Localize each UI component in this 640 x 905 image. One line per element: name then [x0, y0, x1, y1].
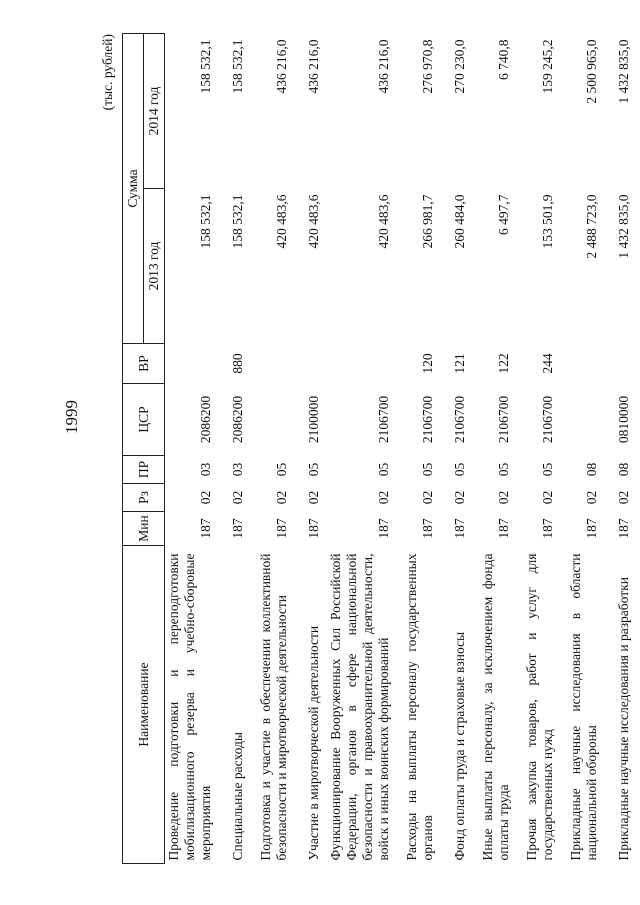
table-row [216, 33, 248, 863]
row-2013: 420 483,6 [376, 194, 392, 249]
row-rz: 02 [452, 490, 468, 505]
row-2014: 6 740,8 [496, 39, 512, 80]
row-min: 187 [420, 518, 436, 539]
row-vr [292, 344, 324, 384]
row-2014: 159 245,2 [540, 39, 556, 94]
row-rz: 02 [496, 490, 512, 505]
row-rz: 02 [230, 490, 246, 505]
row-name: Расходы на выплаты персоналу государственных органов [404, 553, 436, 861]
row-vr: 120 [420, 353, 436, 374]
row-2014: 1 432 835,0 [616, 39, 632, 104]
row-name: Иные выплаты персоналу, за исключением фонда оплаты труда [480, 553, 512, 861]
budget-table [122, 33, 634, 864]
header-min: Мин [123, 512, 165, 546]
row-pr: 05 [496, 462, 512, 477]
table-row [324, 33, 394, 863]
row-2013: 266 981,7 [420, 194, 436, 249]
row-vr: 121 [452, 353, 468, 374]
row-csr: 2106700 [452, 395, 468, 444]
row-pr: 05 [376, 462, 392, 477]
row-2014: 270 230,0 [452, 39, 468, 94]
row-name: Специальные расходы [230, 732, 246, 861]
row-name: Прикладные научные исследования и разработки [616, 577, 632, 861]
row-min: 187 [496, 518, 512, 539]
row-rz: 02 [306, 490, 322, 505]
row-2013: 158 532,1 [198, 194, 214, 249]
row-2013: 6 497,7 [496, 194, 512, 235]
row-rz: 02 [198, 490, 214, 505]
table-row [470, 33, 514, 863]
row-2013: 420 483,6 [274, 194, 290, 249]
header-csr: ЦСР [123, 384, 165, 456]
table-row [165, 33, 216, 863]
row-vr [165, 344, 216, 384]
row-min: 187 [452, 518, 468, 539]
row-csr [558, 384, 602, 456]
row-2013: 158 532,1 [230, 194, 246, 249]
header-name: Наименование [123, 546, 165, 864]
row-min: 187 [616, 518, 632, 539]
row-vr: 880 [230, 353, 246, 374]
header-2014: 2014 год [144, 33, 165, 188]
row-min: 187 [230, 518, 246, 539]
row-rz: 02 [616, 490, 632, 505]
row-csr: 2086200 [230, 395, 246, 444]
row-2014: 158 532,1 [230, 39, 246, 94]
row-vr: 122 [496, 353, 512, 374]
row-name: Участие в миротворческой деятельности [306, 625, 322, 861]
row-2014: 436 216,0 [376, 39, 392, 94]
row-2014: 436 216,0 [306, 39, 322, 94]
row-vr [558, 344, 602, 384]
row-rz: 02 [584, 490, 600, 505]
row-csr [248, 384, 292, 456]
rotated-page [52, 34, 632, 864]
header-sum: Сумма [123, 33, 144, 343]
row-pr: 05 [274, 462, 290, 477]
row-pr: 05 [540, 462, 556, 477]
row-2014: 158 532,1 [198, 39, 214, 94]
table-row [394, 33, 438, 863]
row-name: Фонд оплаты труда и страховые взносы [452, 631, 468, 861]
row-min: 187 [274, 518, 290, 539]
row-2014: 2 500 965,0 [584, 39, 600, 104]
row-2013: 1 432 835,0 [616, 194, 632, 259]
row-2014: 436 216,0 [274, 39, 290, 94]
row-name: Подготовка и участие в обеспечении коллективной безопасности и миротворческой деятельности [258, 553, 290, 861]
row-name: Проведение подготовки и переподготовки мобилизационного резерва и учебно-сборовые мероприятия [166, 553, 214, 861]
row-csr: 2100000 [306, 395, 322, 444]
table-row [558, 33, 602, 863]
row-name: Прикладные научные исследования в области национальной обороны [568, 553, 600, 861]
row-vr [602, 344, 634, 384]
row-pr: 05 [420, 462, 436, 477]
row-name: Функционирование Вооруженных Сил Российской Федерации, органов в сфере национальной безопасности и правоохранительной деятельности, войск и иных воинских формирований [327, 553, 392, 861]
header-pr: ПР [123, 456, 165, 484]
row-min: 187 [198, 518, 214, 539]
row-min: 187 [306, 518, 322, 539]
row-vr: 244 [540, 353, 556, 374]
row-csr: 2106700 [540, 395, 556, 444]
header-2013: 2013 год [144, 189, 165, 344]
row-min: 187 [540, 518, 556, 539]
row-pr: 08 [584, 462, 600, 477]
units-label: (тыс. рублей) [100, 34, 115, 111]
row-min: 187 [376, 518, 392, 539]
row-csr: 2106700 [496, 395, 512, 444]
table-row [438, 33, 470, 863]
header-vr: ВР [123, 344, 165, 384]
row-name: Прочая закупка товаров, работ и услуг для государственных нужд [524, 553, 556, 861]
page-number: 1999 [62, 400, 81, 434]
row-2013: 420 483,6 [306, 194, 322, 249]
row-pr: 03 [198, 462, 214, 477]
table-row [602, 33, 634, 863]
row-2013: 153 501,9 [540, 194, 556, 249]
row-pr: 05 [452, 462, 468, 477]
row-rz: 02 [274, 490, 290, 505]
row-rz: 02 [540, 490, 556, 505]
table-row [248, 33, 292, 863]
row-rz: 02 [420, 490, 436, 505]
table-row [514, 33, 558, 863]
row-2013: 2 488 723,0 [584, 194, 600, 259]
row-csr: 2106700 [420, 395, 436, 444]
row-pr: 08 [616, 462, 632, 477]
row-2014: 276 970,8 [420, 39, 436, 94]
table-row [292, 33, 324, 863]
row-csr: 2106700 [376, 395, 392, 444]
row-min: 187 [584, 518, 600, 539]
row-csr: 0810000 [616, 395, 632, 444]
header-rz: Рз [123, 484, 165, 512]
row-vr [248, 344, 292, 384]
row-pr: 05 [306, 462, 322, 477]
row-vr [324, 344, 394, 384]
row-pr: 03 [230, 462, 246, 477]
row-csr: 2086200 [198, 395, 214, 444]
row-rz: 02 [376, 490, 392, 505]
row-2013: 260 484,0 [452, 194, 468, 249]
